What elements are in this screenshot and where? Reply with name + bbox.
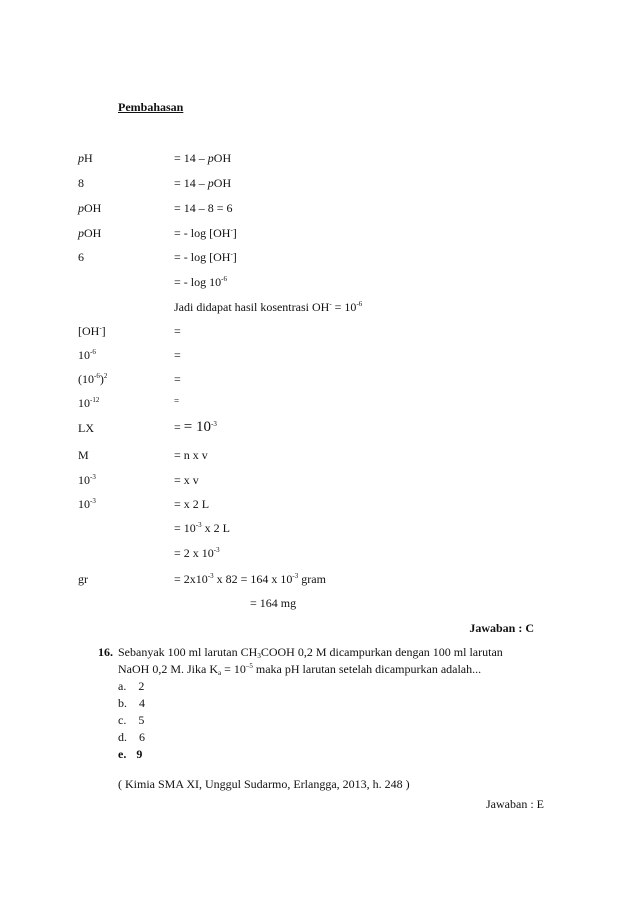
step-left: M: [78, 448, 89, 462]
option-e: e. 9: [118, 747, 143, 761]
step-left: 6: [78, 250, 84, 264]
step-right: = 164 mg: [250, 596, 297, 610]
step-right: = 14 – pOH: [174, 176, 232, 190]
step-left: pOH: [78, 201, 102, 215]
step-left: [OH-]: [78, 324, 106, 338]
question-text-line1: Sebanyak 100 ml larutan $CH_3COOH$ 0,2 M dicampurkan dengan 100 ml larutan: [118, 645, 503, 660]
step-right: = 14 – pOH: [174, 151, 232, 165]
step-right: Jadi didapat hasil kosentrasi $OH^- = 10^{-6}$: [174, 300, 363, 314]
step-right: = $10^{-3}$ x 2 L: [174, 521, 230, 535]
step-left: LX: [78, 421, 94, 435]
step-left: pOH: [78, 226, 102, 240]
step-right: = - log [OH-]: [174, 250, 237, 264]
step-left: $(10^{-6})^2$: [78, 372, 108, 386]
question-number: 16.: [98, 645, 113, 659]
step-right: = - $\log 10^{-6}$: [174, 275, 227, 289]
option-c: c. 5: [118, 713, 145, 727]
citation: ( Kimia SMA XI, Unggul Sudarmo, Erlangga, 2013, h. 248 ): [118, 777, 410, 791]
step-right: = n x v: [174, 448, 208, 462]
answer-label: Jawaban : C: [469, 621, 534, 635]
step-left: $10^{-3}$: [78, 497, 96, 511]
step-right: =: [174, 348, 181, 362]
step-left: $10^{-12}$: [78, 396, 100, 410]
option-b: b. 4: [118, 696, 145, 710]
step-left: $10^{-3}$: [78, 473, 96, 487]
step-right: = = $10^{-3}$: [174, 419, 217, 435]
step-right: = - log [OH-]: [174, 226, 237, 240]
step-left: 8: [78, 176, 84, 190]
step-right: = 2 x $10^{-3}$: [174, 546, 220, 560]
answer-label: Jawaban : E: [486, 797, 544, 811]
step-right: = 14 – 8 = 6: [174, 201, 233, 215]
question-text-line2: NaOH 0,2 M. Jika $K_a = 10^{-5}$ maka pH larutan setelah dicampurkan adalah...: [118, 662, 482, 677]
step-left: gr: [78, 572, 88, 586]
step-right: =: [174, 324, 181, 338]
step-right: = $2x10^{-3}$ x 82 = 164 x $10^{-3}$ gram: [174, 572, 326, 586]
step-right: = x 2 L: [174, 497, 210, 511]
step-left: $10^{-6}$: [78, 348, 96, 362]
section-heading: Pembahasan: [118, 100, 184, 114]
step-right: =: [174, 372, 181, 386]
step-right: = x v: [174, 473, 199, 487]
option-a: a. 2: [118, 679, 145, 693]
step-left: pH: [78, 151, 93, 165]
step-right: =: [174, 396, 180, 406]
option-d: d. 6: [118, 730, 145, 744]
